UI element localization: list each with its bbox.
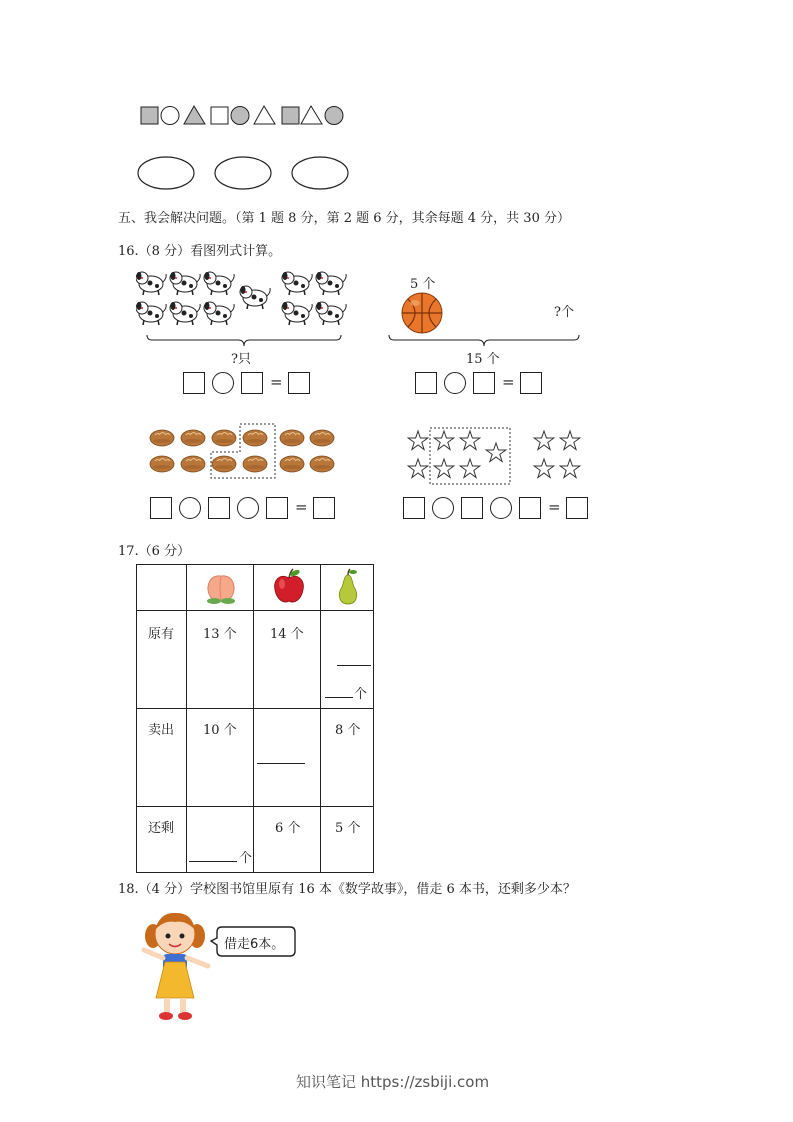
answer-box[interactable] [183, 372, 205, 394]
cell-value: 6 个 [275, 821, 301, 836]
row-label: 还剩 [148, 821, 175, 836]
equals-sign: = [295, 498, 308, 516]
footer-watermark: 知识笔记 https://zsbiji.com [296, 1073, 490, 1091]
blank-line[interactable] [325, 697, 353, 698]
fruit-table [136, 564, 374, 873]
star-icon [534, 459, 554, 478]
equals-sign: = [502, 373, 515, 391]
answer-box[interactable] [288, 372, 310, 394]
row-label-original [137, 611, 187, 709]
operator-circle[interactable] [490, 497, 512, 519]
cell-apple-original [254, 611, 321, 709]
answer-oval [215, 157, 271, 189]
pear-header [321, 565, 374, 611]
star-icon [486, 443, 506, 462]
dog-icon [204, 302, 234, 325]
dogs-unknown-label: ?只 [231, 352, 251, 367]
cell-peach-sold [187, 709, 254, 807]
cell-value: 13 个 [203, 627, 237, 642]
shape-sequence [138, 104, 348, 128]
question-18-title: 18.（4 分）学校图书馆里原有 16 本《数学故事》，借走 6 本书，还剩多少本？ [118, 882, 576, 897]
star-icon [534, 431, 554, 450]
operator-circle[interactable] [179, 497, 201, 519]
bread-picture [148, 420, 340, 482]
dog-icon [204, 272, 234, 295]
basketball-icon [400, 291, 444, 335]
dog-icon [136, 272, 166, 295]
bread-icon [243, 456, 267, 472]
section-title: 五、我会解决问题。（第 1 题 8 分，第 2 题 6 分，其余每题 4 分，共 30 分） [118, 211, 570, 226]
table-header-empty [137, 565, 187, 611]
answer-box[interactable] [461, 497, 483, 519]
equals-sign: = [270, 373, 283, 391]
cell-value: 14 个 [270, 627, 304, 642]
cell-pear-sold [321, 709, 374, 807]
bread-icon [150, 456, 174, 472]
operator-circle[interactable] [237, 497, 259, 519]
blank-line[interactable] [257, 763, 305, 764]
white-square [211, 107, 228, 124]
gray-triangle [184, 106, 205, 124]
star-icon [460, 459, 480, 478]
dog-icon [282, 272, 312, 295]
answer-box[interactable] [150, 497, 172, 519]
cell-pear-remaining [321, 807, 374, 873]
answer-box[interactable] [415, 372, 437, 394]
answer-ovals [134, 154, 354, 194]
bread-icon [243, 430, 267, 446]
star-icon [560, 431, 580, 450]
bread-icon [212, 456, 236, 472]
answer-oval [138, 157, 194, 189]
bread-icon [280, 456, 304, 472]
cell-peach-original [187, 611, 254, 709]
peach-header [187, 565, 254, 611]
ball-total-label: 15 个 [466, 352, 500, 367]
question-16-title: 16.（8 分）看图列式计算。 [118, 244, 282, 259]
ball-unknown-label: ?个 [554, 305, 574, 320]
white-triangle [301, 106, 322, 124]
question-17-title: 17.（6 分） [118, 544, 191, 559]
cell-value: 5 个 [335, 821, 361, 836]
star-icon [460, 431, 480, 450]
gray-circle [231, 107, 249, 125]
brace [388, 334, 580, 348]
bread-icon [181, 456, 205, 472]
white-triangle [254, 106, 275, 124]
operator-circle[interactable] [444, 372, 466, 394]
cell-pear-original[interactable] [321, 611, 374, 709]
row-label: 原有 [148, 627, 175, 642]
answer-box[interactable] [313, 497, 335, 519]
gray-square [141, 107, 158, 124]
bread-icon [310, 456, 334, 472]
blank-line[interactable] [337, 665, 371, 666]
dog-icon [240, 286, 270, 309]
answer-box[interactable] [241, 372, 263, 394]
bread-icon [212, 430, 236, 446]
row-label: 卖出 [148, 723, 175, 738]
apple-header [254, 565, 321, 611]
speech-text: 借走6本。 [224, 937, 285, 952]
pear-icon [335, 568, 361, 608]
cell-value: 10 个 [203, 723, 237, 738]
gray-square [282, 107, 299, 124]
brace [146, 334, 342, 348]
equals-sign: = [548, 498, 561, 516]
dog-icon [170, 302, 200, 325]
cell-apple-remaining [254, 807, 321, 873]
row-label-sold [137, 709, 187, 807]
ball-count-label: 5 个 [410, 277, 436, 292]
bread-icon [150, 430, 174, 446]
answer-box[interactable] [266, 497, 288, 519]
apple-icon [272, 568, 306, 606]
answer-box[interactable] [519, 497, 541, 519]
peach-icon [205, 570, 237, 606]
answer-box[interactable] [566, 497, 588, 519]
white-circle [161, 107, 179, 125]
answer-box[interactable] [208, 497, 230, 519]
bread-icon [280, 430, 304, 446]
dogs-picture [136, 268, 356, 330]
dog-icon [136, 302, 166, 325]
answer-box[interactable] [520, 372, 542, 394]
operator-circle[interactable] [432, 497, 454, 519]
star-icon [408, 459, 428, 478]
star-icon [560, 459, 580, 478]
unit-label: 个 [239, 851, 253, 866]
row-label-remaining [137, 807, 187, 873]
answer-oval [292, 157, 348, 189]
stars-picture [404, 426, 588, 488]
gray-circle [325, 107, 343, 125]
operator-circle[interactable] [212, 372, 234, 394]
bread-icon [310, 430, 334, 446]
bread-icon [181, 430, 205, 446]
cell-apple-sold[interactable] [254, 709, 321, 807]
answer-box[interactable] [403, 497, 425, 519]
blank-line[interactable] [189, 861, 237, 862]
star-icon [408, 431, 428, 450]
star-icon [434, 431, 454, 450]
dog-icon [316, 272, 346, 295]
cell-peach-remaining[interactable] [187, 807, 254, 873]
dog-icon [316, 302, 346, 325]
cell-value: 8 个 [335, 723, 361, 738]
unit-label: 个 [354, 687, 368, 702]
dog-icon [170, 272, 200, 295]
girl-illustration [136, 906, 220, 1026]
answer-box[interactable] [473, 372, 495, 394]
star-icon [434, 459, 454, 478]
dog-icon [282, 302, 312, 325]
